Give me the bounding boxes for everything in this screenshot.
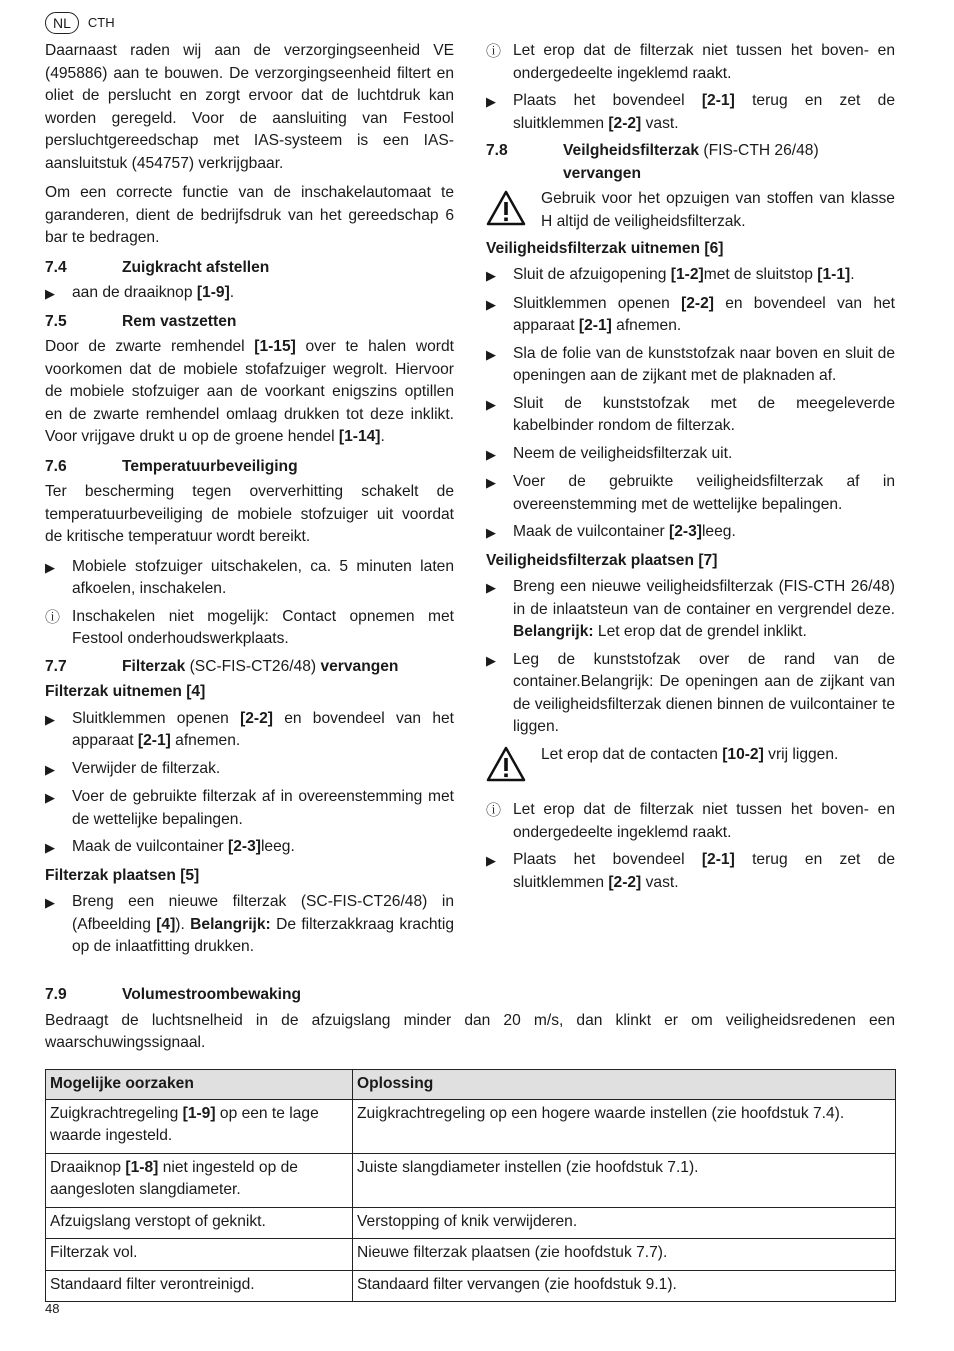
table-row bbox=[46, 1207, 896, 1239]
step-item: ▶ Verwijder de filterzak. bbox=[45, 758, 454, 782]
arrow-right-icon: ▶ bbox=[486, 94, 496, 109]
table-row bbox=[46, 1270, 896, 1302]
step-item: ▶ Plaats het bovendeel [2-1] terug en zet de sluitklemmen [2-2] vast. bbox=[486, 849, 895, 894]
table-header-row bbox=[46, 1070, 896, 1100]
section-7-9-heading: 7.9 Volumestroombewaking bbox=[45, 986, 302, 1003]
info-icon: ⓘ bbox=[486, 802, 502, 819]
arrow-right-icon: ▶ bbox=[45, 790, 55, 805]
step-item: ▶ Breng een nieuwe filterzak (SC-FIS-CT26/48) in (Afbeelding [4]). Belangrijk: De filterzakkraag krachtig op de inlaatfitting drukken. bbox=[45, 891, 454, 959]
table-row bbox=[46, 1239, 896, 1271]
subheading-filterzak-plaatsen: Filterzak plaatsen [5] bbox=[45, 866, 200, 884]
section-7-5-paragraph: Door de zwarte remhendel [1-15] over te halen wordt voorkomen dat de mobiele stofafzuiger wegrolt. Hiervoor de mobiele stofzuiger aan de voorkant enigszins optillen en de zwarte remhendel omlaag drukken tot deze inklikt. Voor vrijgave drukt u op de groene hendel [1-14]. bbox=[45, 338, 454, 445]
info-note: ⓘ Let erop dat de filterzak niet tussen het boven- en ondergedeelte ingeklemd raakt. bbox=[486, 40, 895, 85]
arrow-right-icon: ▶ bbox=[45, 840, 55, 855]
info-note: ⓘ Let erop dat de filterzak niet tussen het boven- en ondergedeelte ingeklemd raakt. bbox=[486, 799, 895, 844]
arrow-right-icon: ▶ bbox=[45, 895, 55, 910]
arrow-right-icon: ▶ bbox=[486, 475, 496, 490]
section-7-9-paragraph: Bedraagt de luchtsnelheid in de afzuigslang minder dan 20 m/s, dan klinkt er om veiligheidsredenen een waarschuwingssignaal. bbox=[45, 1011, 895, 1051]
step-item: ▶ Sluit de afzuigopening [1-2]met de sluitstop [1-1]. bbox=[486, 264, 895, 288]
step-item: ▶ Sluitklemmen openen [2-2] en bovendeel van het apparaat [2-1] afnemen. bbox=[486, 293, 895, 338]
cause-cell: Zuigkrachtregeling [1-9] op een te lage waarde ingesteld. bbox=[46, 1099, 353, 1153]
cause-cell: Draaiknop [1-8] niet ingesteld op de aangesloten slangdiameter. bbox=[46, 1153, 353, 1207]
arrow-right-icon: ▶ bbox=[486, 268, 496, 283]
step-item: ▶ Sluit de kunststofzak met de meegeleverde kabelbinder rondom de filterzak. bbox=[486, 393, 895, 438]
column-header: Oplossing bbox=[353, 1070, 896, 1100]
left-column bbox=[45, 40, 454, 964]
warning-triangle-icon bbox=[486, 188, 541, 234]
step-item: ▶ Plaats het bovendeel [2-1] terug en zet de sluitklemmen [2-2] vast. bbox=[486, 90, 895, 135]
step-item: ▶ Voer de gebruikte filterzak af in overeenstemming met de wettelijke bepalingen. bbox=[45, 786, 454, 831]
model-label: CTH bbox=[87, 15, 115, 30]
table-row bbox=[46, 1153, 896, 1207]
solution-cell: Zuigkrachtregeling op een hogere waarde instellen (zie hoofdstuk 7.4). bbox=[353, 1099, 896, 1153]
warning-note: Let erop dat de contacten [10-2] vrij liggen. bbox=[486, 744, 895, 790]
arrow-right-icon: ▶ bbox=[486, 346, 496, 362]
step-item: ▶ Maak de vuilcontainer [2-3]leeg. bbox=[45, 836, 454, 860]
step-item: ▶ Leg de kunststofzak over de rand van de container.Belangrijk: De openingen aan de zijkant van de veiligheidsfilterzak dienen binnen de vuilcontainer te liggen. bbox=[486, 649, 895, 739]
arrow-right-icon: ▶ bbox=[486, 525, 496, 540]
arrow-right-icon: ▶ bbox=[486, 580, 496, 595]
arrow-right-icon: ▶ bbox=[486, 296, 496, 312]
arrow-right-icon: ▶ bbox=[486, 652, 496, 668]
cause-cell: Standaard filter verontreinigd. bbox=[46, 1270, 353, 1302]
warning-triangle-icon bbox=[486, 744, 541, 790]
intro-paragraph-1: Daarnaast raden wij aan de verzorgingseenheid VE (495886) aan te bouwen. De verzorgingseenheid filtert en oliet de perslucht en zorgt ervoor dat de luchtdruk kan worden geregeld. Voor de aansluiting van Festool persluchtgereedschap met IAS-systeem is een IAS-aansluitstuk (454757) verkrijgbaar. bbox=[45, 42, 454, 172]
cause-cell: Afzuigslang verstopt of geknikt. bbox=[46, 1207, 353, 1239]
step-item: ▶ Voer de gebruikte veiligheidsfilterzak af in overeenstemming met de wettelijke bepalingen. bbox=[486, 471, 895, 516]
solution-cell: Nieuwe filterzak plaatsen (zie hoofdstuk 7.7). bbox=[353, 1239, 896, 1271]
section-7-6-paragraph: Ter bescherming tegen oververhitting schakelt de temperatuurbeveiliging de mobiele stofzuiger uit voordat de kritische temperatuur wordt bereikt. bbox=[45, 483, 454, 545]
arrow-right-icon: ▶ bbox=[486, 396, 496, 412]
page-number: 48 bbox=[45, 1301, 60, 1316]
cause-cell: Filterzak vol. bbox=[46, 1239, 353, 1271]
intro-paragraph-2: Om een correcte functie van de inschakelautomaat te garanderen, dient de bedrijfsdruk van het gereedschap 6 bar te bedragen. bbox=[45, 184, 454, 246]
section-7-8-heading: 7.8 Veilgheidsfilterzak (FIS-CTH 26/48) vervangen bbox=[486, 142, 819, 182]
subheading-veiligheidsfilterzak-uitnemen: Veiligheidsfilterzak uitnemen [6] bbox=[486, 239, 724, 257]
info-note: ⓘ Inschakelen niet mogelijk: Contact opnemen met Festool onderhoudswerkplaats. bbox=[45, 606, 454, 651]
arrow-right-icon: ▶ bbox=[45, 286, 55, 301]
step-item: ▶ Neem de veiligheidsfilterzak uit. bbox=[486, 443, 895, 467]
arrow-right-icon: ▶ bbox=[45, 711, 55, 727]
step-item: ▶ Mobiele stofzuiger uitschakelen, ca. 5 minuten laten afkoelen, inschakelen. bbox=[45, 556, 454, 601]
language-badge: NL bbox=[45, 12, 79, 34]
table-row bbox=[46, 1099, 896, 1153]
column-header: Mogelijke oorzaken bbox=[46, 1070, 353, 1100]
solution-cell: Standaard filter vervangen (zie hoofdstuk 9.1). bbox=[353, 1270, 896, 1302]
page-header bbox=[45, 12, 115, 35]
info-icon: ⓘ bbox=[486, 43, 502, 60]
info-icon: ⓘ bbox=[45, 608, 61, 626]
step-item: ▶ Sla de folie van de kunststofzak naar boven en sluit de openingen aan de zijkant met de plaknaden af. bbox=[486, 343, 895, 388]
arrow-right-icon: ▶ bbox=[45, 559, 55, 575]
warning-note: Gebruik voor het opzuigen van stoffen van klasse H altijd de veiligheidsfilterzak. bbox=[486, 188, 895, 234]
section-7-9 bbox=[45, 984, 895, 1062]
right-column bbox=[486, 40, 895, 899]
subheading-filterzak-uitnemen: Filterzak uitnemen [4] bbox=[45, 683, 206, 700]
step-item: ▶ Breng een nieuwe veiligheidsfilterzak (FIS-CTH 26/48) in de inlaatsteun van de container en vergrendel deze. Belangrijk: Let erop dat de grendel inklikt. bbox=[486, 576, 895, 644]
section-7-6-heading: 7.6 Temperatuurbeveiliging bbox=[45, 457, 298, 475]
step-item: ▶ Sluitklemmen openen [2-2] en bovendeel van het apparaat [2-1] afnemen. bbox=[45, 708, 454, 753]
solution-cell: Juiste slangdiameter instellen (zie hoofdstuk 7.1). bbox=[353, 1153, 896, 1207]
section-7-5-heading: 7.5 Rem vastzetten bbox=[45, 312, 237, 330]
step-item: ▶ aan de draaiknop [1-9]. bbox=[45, 282, 454, 306]
section-7-7-heading: 7.7 Filterzak (SC-FIS-CT26/48) vervangen bbox=[45, 657, 399, 675]
section-7-4-heading: 7.4 Zuigkracht afstellen bbox=[45, 258, 270, 276]
subheading-veiligheidsfilterzak-plaatsen: Veiligheidsfilterzak plaatsen [7] bbox=[486, 551, 718, 569]
solution-cell: Verstopping of knik verwijderen. bbox=[353, 1207, 896, 1239]
arrow-right-icon: ▶ bbox=[486, 446, 496, 462]
arrow-right-icon: ▶ bbox=[45, 761, 55, 777]
step-item: ▶ Maak de vuilcontainer [2-3]leeg. bbox=[486, 521, 895, 545]
arrow-right-icon: ▶ bbox=[486, 853, 496, 868]
troubleshooting-table bbox=[45, 1069, 896, 1302]
